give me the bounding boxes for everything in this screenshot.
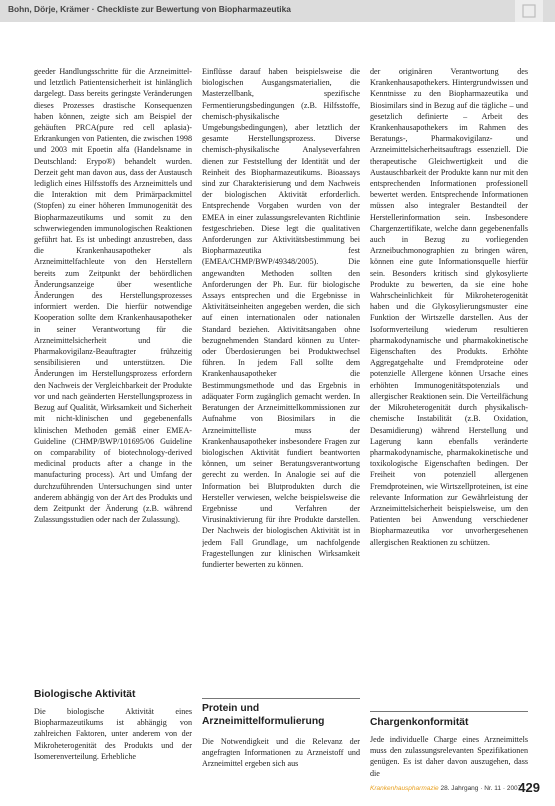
col3-paragraph: der originären Verantwortung des Krankenhausapothekers. Hintergrundwissen und Kenntnisse zu den Biopharmazeutika und Biosimilars sind in Bezug auf die tägliche – und gesetzlich definierte – Arbeit des Krankenhausapothekers im Rahmen des Beratungs-, Pharmakovigilanz- und Arzneimittelsicherheitsauftrags essenziell. Die therapeutische Gleichwertigkeit und die Austauschbarkeit der Produkte kann nur mit den entsprechenden Informationen professionell bewertet werden. Entsprechende Informationen müssen also integraler Bestandteil der Herstellerinformation sein. Insbesondere Chargenzertifikate, welche dann gegebenenfalls auch in Bezug zu vorliegenden Arzneibuchmonographien zu bringen wären, können eine gute Informationsquelle hierfür sein. Besonders kritisch sind glykosylierte Produkte zu bewerten, da sie eine hohe Wahrscheinlichkeit für Mikroheterogenität haben und die Glykosylierungsmuster eine Funktion der Wirtszelle darstellen. Aus der Isoformverteilung wiederum resultieren pharmakodynamische und pharmakokinetische Eigenschaften des Produkts. Erhöhte Aggregatgehalte und Fremdproteine oder potenzielle Allergene können Ursache eines erhöhten Immunogenitätspotenzials und allergischer Reaktionen sein. Die Verteilfächung der Mikroheterogenität durch physikalisch-chemische Instabilität (z.B. Oxidation, Desamidierung) während Herstellung und Lagerung kann ebenfalls veränderte pharmakodynamische, pharmakokinetische und toxikologische Eigenschaften bedingen. Der Freiheit von potenziell allergenen Fremdproteinen, wie Wirtszellproteinen, ist eine relevante Information zur Gewährleistung der Arzneimittelsicherheit beispielsweise, um den Patienten bei Anwendung verschiedener Biopharmazeutika vor unvorhergesehenen allergischen Reaktionen zu schützen. [370, 67, 528, 547]
col1-paragraph-2: Die biologische Aktivität eines Biopharmazeutikums ist abhängig von zahlreichen Faktoren, unter anderem von der Mikroheterogenität des Produkts und der Isomerenverteilung. Erhebliche [34, 707, 192, 761]
col1-paragraph: geeder Handlungsschritte für die Arzneimittel- und letztlich Patientensicherheit ist hinlänglich dargelegt. Dass bereits geringste Veränderungen dieses Prozesses drastische Konsequenzen haben können, zeigte sich am Beispiel der gehäuften PRCA(pure red cell aplasia)-Erkrankungen von Patienten, die zwischen 1998 und 2003 mit Epoetin alfa (Handelsname in Deutschland: Erypo®) behandelt wurden. Derzeit geht man davon aus, dass der Austausch lediglich eines Hilfsstoffs des Arzneimittels und die Interaktion mit dem Primärpackmittel (Stopfen) zu einer höheren Immunogenität des Biopharmazeutikums und somit zu den schwerwiegenden immunologischen Reaktionen geführt hat. Es ist unbedingt anzustreben, dass die Krankenhausapotheker als Arzneimittelfachleute von den Herstellern bereits zum Zeitpunkt der behördlichen Änderungsanzeige über wesentliche Änderungen des Herstellungsprozesses informiert werden. Die hierfür notwendige Kooperation sollte dem Krankenhausapotheker in seiner Verantwortung für die Arzneimittelsicherheit und die Pharmakovigilanz-Beauftragter frühzeitig sensibilisieren und unterstützen. Die Änderungen im Herstellungsprozess erfordern den Nachweis der Vergleichbarkeit der Produkte vor und nach geänderten Herstellungsprozess in Bezug auf Qualität, Wirksamkeit und Sicherheit mit nicht-klinischen und gegebenenfalls klinischen Methoden gemäß einer EMEA-Guideline (CHMP/BWP/101695/06 Guideline on comparability of biotechnology-derived medicinal products after a change in the manufacturing process). Art und Umfang der durchzuführenden Untersuchungen sind unter anderem abhängig von der Art des Produkts und dem Zeitpunkt der Änderung (z.B. während Zulassungsstudien oder nach der Zulassung). [34, 67, 192, 525]
journal-logo-icon [515, 0, 543, 22]
section-divider [202, 698, 360, 699]
journal-citation [370, 785, 521, 792]
page-number: 429 [518, 780, 540, 795]
heading-biologische-aktivitaet: Biologische Aktivität [34, 689, 136, 700]
running-title: Bohn, Dörje, Krämer · Checkliste zur Bewertung von Biopharmazeutika [8, 4, 291, 14]
column-1-text [34, 66, 192, 680]
column-2-text [202, 66, 360, 694]
heading-protein-formulierung: Protein und Arzneimittelformulierung [202, 703, 325, 727]
page-footer [370, 778, 540, 800]
col2-paragraph: Einflüsse darauf haben beispielsweise die biologischen Ausgangsmaterialien, die Masterzellbank, spezifische Fermentierungsbedingungen (z.B. Hilfsstoffe, chemisch-physikalische Umgebungsbedingungen), aber letztlich der gesamte Herstellungsprozess. Diverse chemisch-physikalische Analyseverfahren dienen zur Feststellung der Identität und der Reinheit des Biopharmazeutikums. Bioassays sind zur Charakterisierung und dem Nachweis der biologischen Aktivität erforderlich. Entsprechende Vorgaben wurden von der EMEA in einer zulassungsrelevanten Richtlinie festgeschrieben. Diese legt die qualitativen Anforderungen zur Aktivitätsbestimmung bei Biopharmazeutika fest (EMEA/CHMP/BWP/49348/2005). Die angewandten Methoden sollten den Anforderungen der Ph. Eur. für biologische Assays entsprechen und die Ergebnisse in Aktivitätseinheiten angegeben werden, die sich auf einen internationalen oder nationalen Standard beziehen. Aktivitätsangaben ohne bezugnehmenden Standard können zu Unter- oder Überdosierungen bei Produktwechsel führen. In jedem Fall sollte dem Krankenhausapotheker die Bestimmungsmethode und das Ergebnis in adäquater Form zugänglich gemacht werden. In Beratungen der Arzneimittelkommissionen zur Aufnahme von Biosimilars in die Arzneimittelliste muss der Krankenhausapotheker insbesondere Fragen zur biologischen Aktivität fundiert beantworten können, um seiner Beratungsverantwortung gerecht zu werden. In Analogie sei auf die Information bei Blutprodukten durch die Hersteller verwiesen, welche beispielsweise die Ergebnisse und Verfahren der Virusinaktivierung für ihre Produkte darstellen. Der Nachweis der biologischen Aktivität ist in jedem Fall Grundlage, um nachfolgende Fragestellungen zur klinischen Wirksamkeit fundierter bewerten zu können. [202, 67, 360, 569]
journal-issue: 28. Jahrgang · Nr. 11 · 2007 [440, 785, 522, 792]
journal-name: Krankenhauspharmazie [370, 785, 439, 792]
col3-paragraph-2: Jede individuelle Charge eines Arzneimittels muss den zulassungsrelevanten Spezifikationen genügen. Es ist daher davon auszugehen, dass die [370, 735, 528, 778]
heading-chargenkonformitaet: Chargenkonformität [370, 717, 469, 728]
section-divider [370, 711, 528, 712]
running-header [0, 0, 555, 22]
column-3-text [370, 66, 528, 706]
col2-paragraph-2: Die Notwendigkeit und die Relevanz der angefragten Informationen zu Arzneistoff und Arzneimittel ergeben sich aus [202, 737, 360, 769]
